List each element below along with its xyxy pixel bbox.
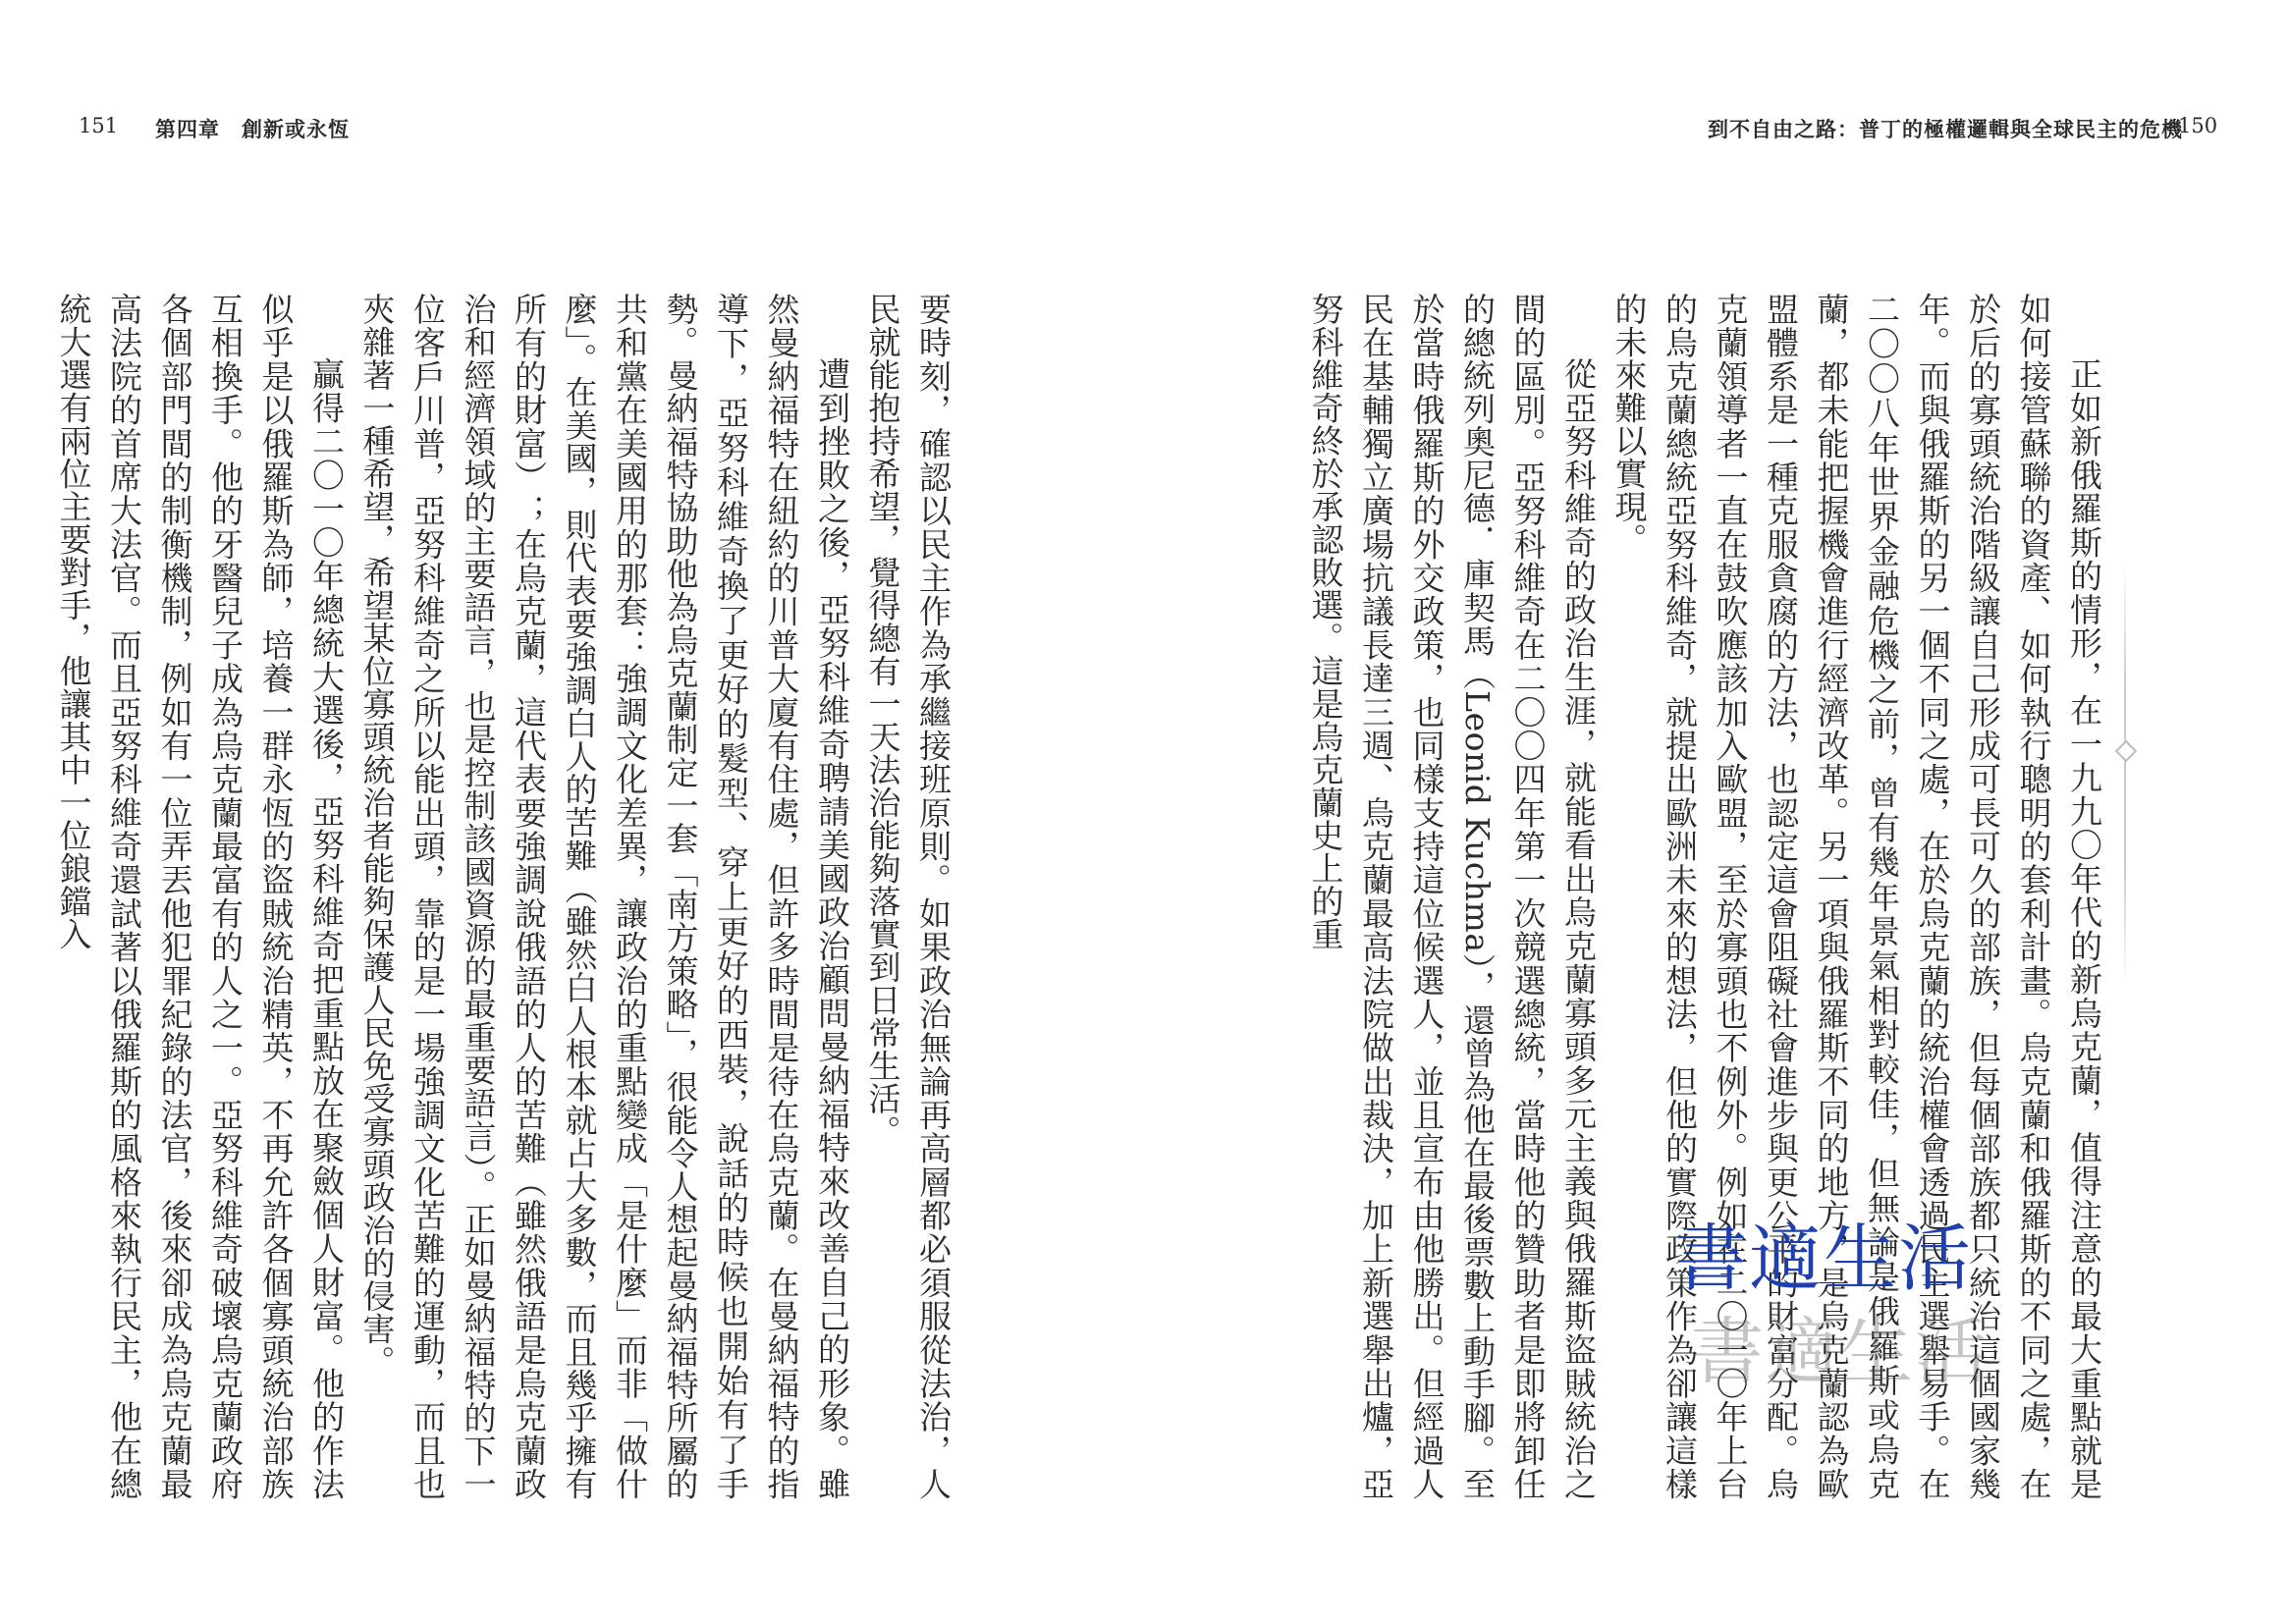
- left-paragraph-1: 要時刻，確認以民主作為承繼接班原則。如果政治無論再高層都必須服從法治，人民就能抱持希望，覺得總有一天法治能夠落實到日常生活。: [863, 293, 953, 1500]
- watermark-text: 書適生活: [1674, 1217, 1973, 1301]
- left-paragraph-2: 遭到挫敗之後，亞努科維奇聘請美國政治顧問曼納福特來改善自己的形象。雖然曼納福特在紐約的川普大廈有住處，但許多時間是待在烏克蘭。在曼納福特的指導下，亞努科維奇換了更好的髮型、穿上更好的西裝，說話的時候也開始有了手勢。曼納福特協助他為烏克蘭制定一套「南方策略」，很能令人想起曼納福特所屬的共和黨在美國用的那套：強調文化差異，讓政治的重點變成「是什麼」而非「做什麼」。在美國，則代表要強調白人的苦難（雖然白人根本就占大多數，而且幾乎擁有所有的財富）；在烏克蘭，這代表要強調說俄語的人的苦難（雖然俄語是烏克蘭政治和經濟領域的主要語言，也是控制該國資源的最重要語言）。正如曼納福特的下一位客戶川普，亞努科維奇之所以能出頭，靠的是一場強調文化苦難的運動，而且也夾雜著一種希望，希望某位寡頭統治者能夠保護人民免受寡頭政治的侵害。: [357, 293, 851, 1500]
- gutter-divider-line: [2124, 565, 2126, 987]
- left-paragraph-3: 贏得二〇一〇年總統大選後，亞努科維奇把重點放在聚斂個人財富。他的作法似乎是以俄羅斯為師，培養一群永恆的盜賊統治精英，不再允許各個寡頭統治部族互相換手。他的牙醫兒子成為烏克蘭最富有的人之一。亞努科維奇破壞烏克蘭政府各個部門間的制衡機制，例如有一位弄丟他犯罪紀錄的法官，後來卻成為烏克蘭最高法院的首席大法官。而且亞努科維奇還試著以俄羅斯的風格來執行民主，他在總統大選有兩位主要對手，他讓其中一位鋃鐺入: [54, 293, 346, 1500]
- left-page-number: 151: [79, 114, 119, 137]
- watermark-shadow-text: 書適生活: [1691, 1310, 1989, 1394]
- right-paragraph-2: 從亞努科維奇的政治生涯，就能看出烏克蘭寡頭多元主義與俄羅斯盜賊統治之間的區別。亞努科維奇在二〇〇四年第一次競選總統，當時他的贊助者是即將卸任的總統列奧尼德．庫契馬（Leonid Kuchma），還曾為他在最後票數上動手腳。至於當時俄羅斯的外交政策，也同樣支持這位候選人，並且宣布由他勝出。但經過人民在基輔獨立廣場抗議長達三週、烏克蘭最高法院做出裁決，加上新選舉出爐，亞努科維奇終於承認敗選。這是烏克蘭史上的重: [1306, 293, 1598, 1500]
- right-paragraph-1: 正如新俄羅斯的情形，在一九九〇年代的新烏克蘭，值得注意的最大重點就是如何接管蘇聯的資產、如何執行聰明的套利計畫。烏克蘭和俄羅斯的不同之處，在於后的寡頭統治階級讓自己形成可長可久的部族，但每個部族都只統治這個國家幾年。而與俄羅斯的另一個不同之處，在於烏克蘭的統治權會透過民主選舉易手。在二〇〇八年世界金融危機之前，曾有幾年景氣相對較佳，但無論是俄羅斯或烏克蘭，都未能把握機會進行經濟改革。另一項與俄羅斯不同的地方，是烏克蘭認為歐盟體系是一種克服貪腐的方法，也認定這會阻礙社會進步與更公平的財富分配。烏克蘭領導者一直在鼓吹應該加入歐盟，至於寡頭也不例外。例如在二〇一〇年上台的烏克蘭總統亞努科維奇，就提出歐洲未來的想法，但他的實際政策作為卻讓這樣的未來難以實現。: [1609, 293, 2103, 1500]
- left-page-body: [54, 293, 958, 1500]
- right-book-title: 到不自由之路：普丁的極權邏輯與全球民主的危機: [1708, 117, 2183, 141]
- right-page-number: 150: [2178, 114, 2218, 137]
- left-chapter-title: 第四章 創新或永恆: [155, 117, 350, 141]
- gutter-diamond-ornament: [2115, 740, 2138, 763]
